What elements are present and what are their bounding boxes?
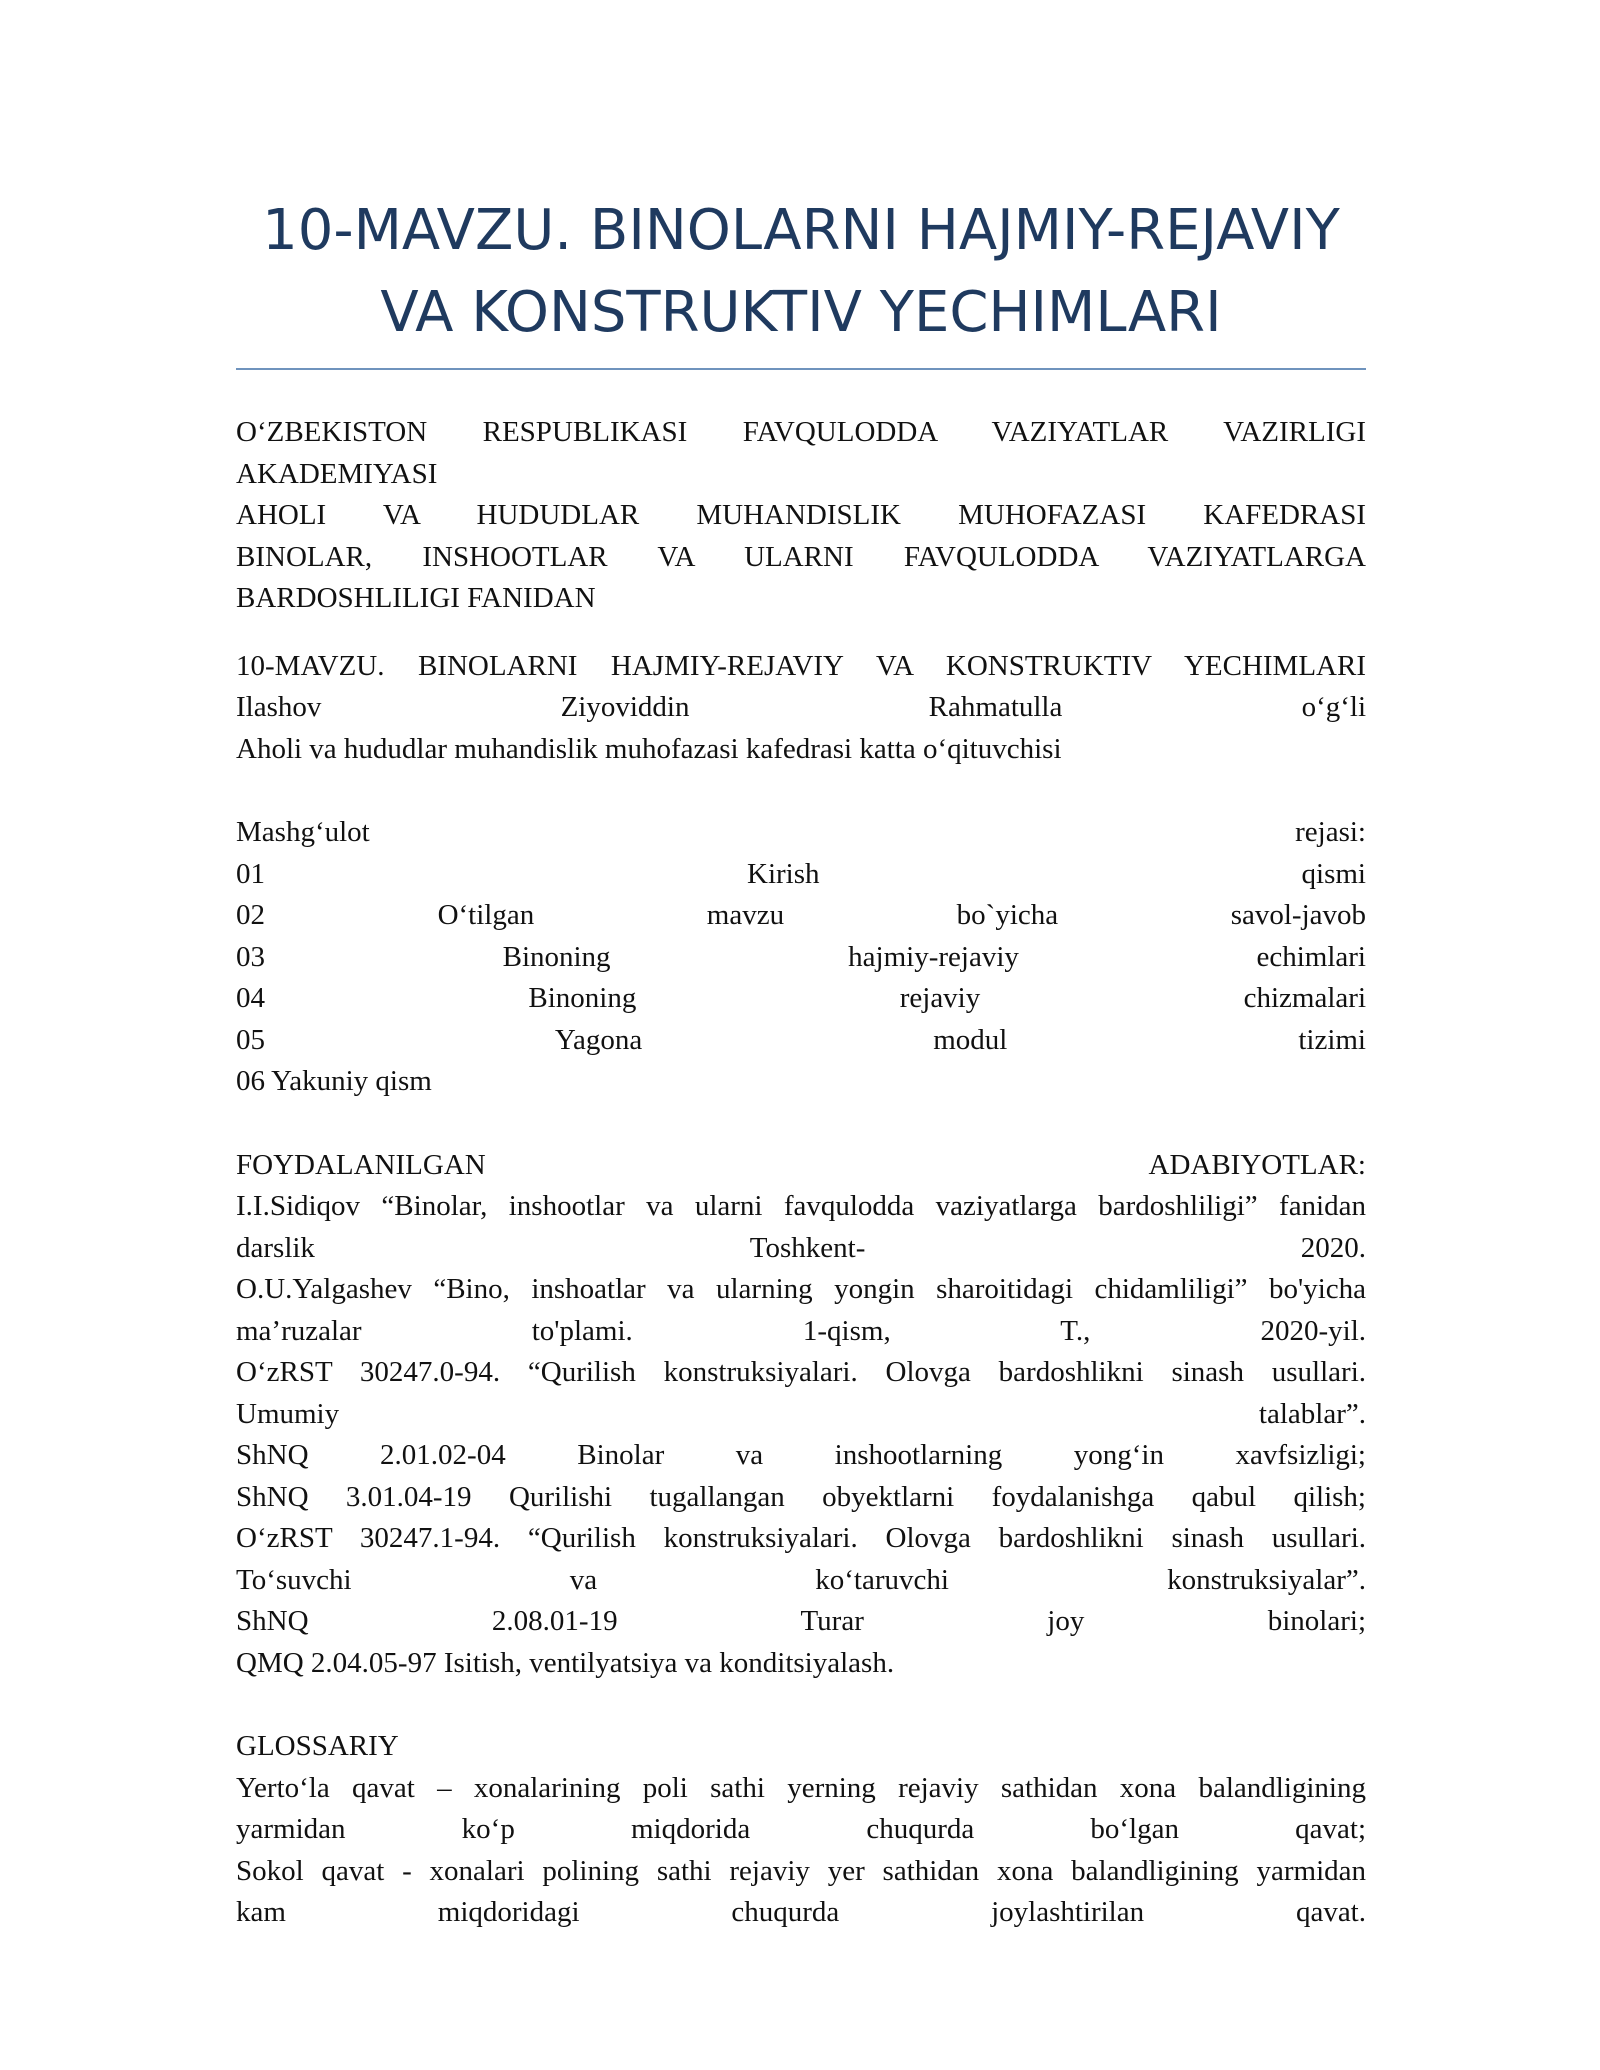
plan-item: 01 Kirish qismi (236, 857, 1366, 890)
subject-line-2: BARDOSHLILIGI FANIDAN (236, 582, 596, 614)
document-page (236, 190, 1366, 1934)
references (236, 1145, 1366, 1685)
plan-heading: Mashg‘ulot rejasi: (236, 816, 1366, 848)
reference-item: O.U.Yalgashev “Bino, inshoatlar va ularning yongin sharoitidagi chidamliligi” bo'yicha (236, 1273, 1366, 1305)
plan-item: 05 Yagona modul tizimi (236, 1023, 1366, 1056)
reference-item-cont: darslik Toshkent- 2020. (236, 1231, 1366, 1264)
reference-item: ShNQ 3.01.04-19 Qurilishi tugallangan obyektlarni foydalanishga qabul qilish; (236, 1480, 1366, 1513)
glossary-entry: Yerto‘la qavat – xonalarining poli sathi yerning rejaviy sathidan xona balandligining (236, 1771, 1366, 1804)
plan-item: 02 O‘tilgan mavzu bo`yicha savol-javob (236, 899, 1366, 931)
title-divider (236, 368, 1366, 370)
author-block (236, 646, 1366, 771)
reference-item: O‘zRST 30247.0-94. “Qurilish konstruksiyalari. Olovga bardoshlikni sinash usullari. (236, 1356, 1366, 1388)
reference-item-cont: To‘suvchi va ko‘taruvchi konstruksiyalar”. (236, 1563, 1366, 1596)
title-line-2: VA KONSTRUKTIV YECHIMLARI (380, 280, 1222, 345)
reference-item: ShNQ 2.01.02-04 Binolar va inshootlarning yong‘in xavfsizligi; (236, 1439, 1366, 1471)
title-line-1: 10-MAVZU. BINOLARNI HAJMIY-REJAVIY (262, 198, 1340, 263)
reference-item: QMQ 2.04.05-97 Isitish, ventilyatsiya va konditsiyalash. (236, 1646, 895, 1679)
glossary-entry-cont: yarmidan ko‘p miqdorida chuqurda bo‘lgan qavat; (236, 1813, 1366, 1845)
plan-item: 04 Binoning rejaviy chizmalari (236, 982, 1366, 1014)
glossary (236, 1726, 1366, 1934)
reference-item-cont: ma’ruzalar to'plami. 1-qism, T., 2020-yil. (236, 1314, 1366, 1347)
department-line: AHOLI VA HUDUDLAR MUHANDISLIK MUHOFAZASI KAFEDRASI (236, 499, 1366, 531)
author-name: Ilashov Ziyoviddin Rahmatulla o‘g‘li (236, 691, 1366, 723)
header-block (236, 412, 1366, 620)
subject-line-1: BINOLAR, INSHOOTLAR VA ULARNI FAVQULODDA VAZIYATLARGA (236, 540, 1366, 573)
author-position: Aholi va hududlar muhandislik muhofazasi kafedrasi katta o‘qituvchisi (236, 732, 1062, 765)
topic-line: 10-MAVZU. BINOLARNI HAJMIY-REJAVIY VA KONSTRUKTIV YECHIMLARI (236, 649, 1366, 682)
reference-item-cont: Umumiy talablar”. (236, 1397, 1366, 1430)
references-heading: FOYDALANILGAN ADABIYOTLAR: (236, 1148, 1366, 1181)
reference-item: O‘zRST 30247.1-94. “Qurilish konstruksiyalari. Olovga bardoshlikni sinash usullari. (236, 1522, 1366, 1554)
ministry-academy-text: O‘ZBEKISTON RESPUBLIKASI FAVQULODDA VAZIYATLAR VAZIRLIGI AKADEMIYASI (236, 416, 1366, 490)
plan-item: 06 Yakuniy qism (236, 1065, 432, 1097)
lesson-plan (236, 812, 1366, 1103)
reference-item: I.I.Sidiqov “Binolar, inshootlar va ularni favqulodda vaziyatlarga bardoshliligi” fanidan (236, 1190, 1366, 1222)
glossary-entry-cont: kam miqdoridagi chuqurda joylashtirilan qavat. (236, 1896, 1366, 1928)
glossary-heading: GLOSSARIY (236, 1730, 399, 1762)
plan-item: 03 Binoning hajmiy-rejaviy echimlari (236, 940, 1366, 973)
glossary-entry: Sokol qavat - xonalari polining sathi rejaviy yer sathidan xona balandligining yarmidan (236, 1854, 1366, 1887)
reference-item: ShNQ 2.08.01-19 Turar joy binolari; (236, 1605, 1366, 1637)
page-title (236, 190, 1366, 354)
